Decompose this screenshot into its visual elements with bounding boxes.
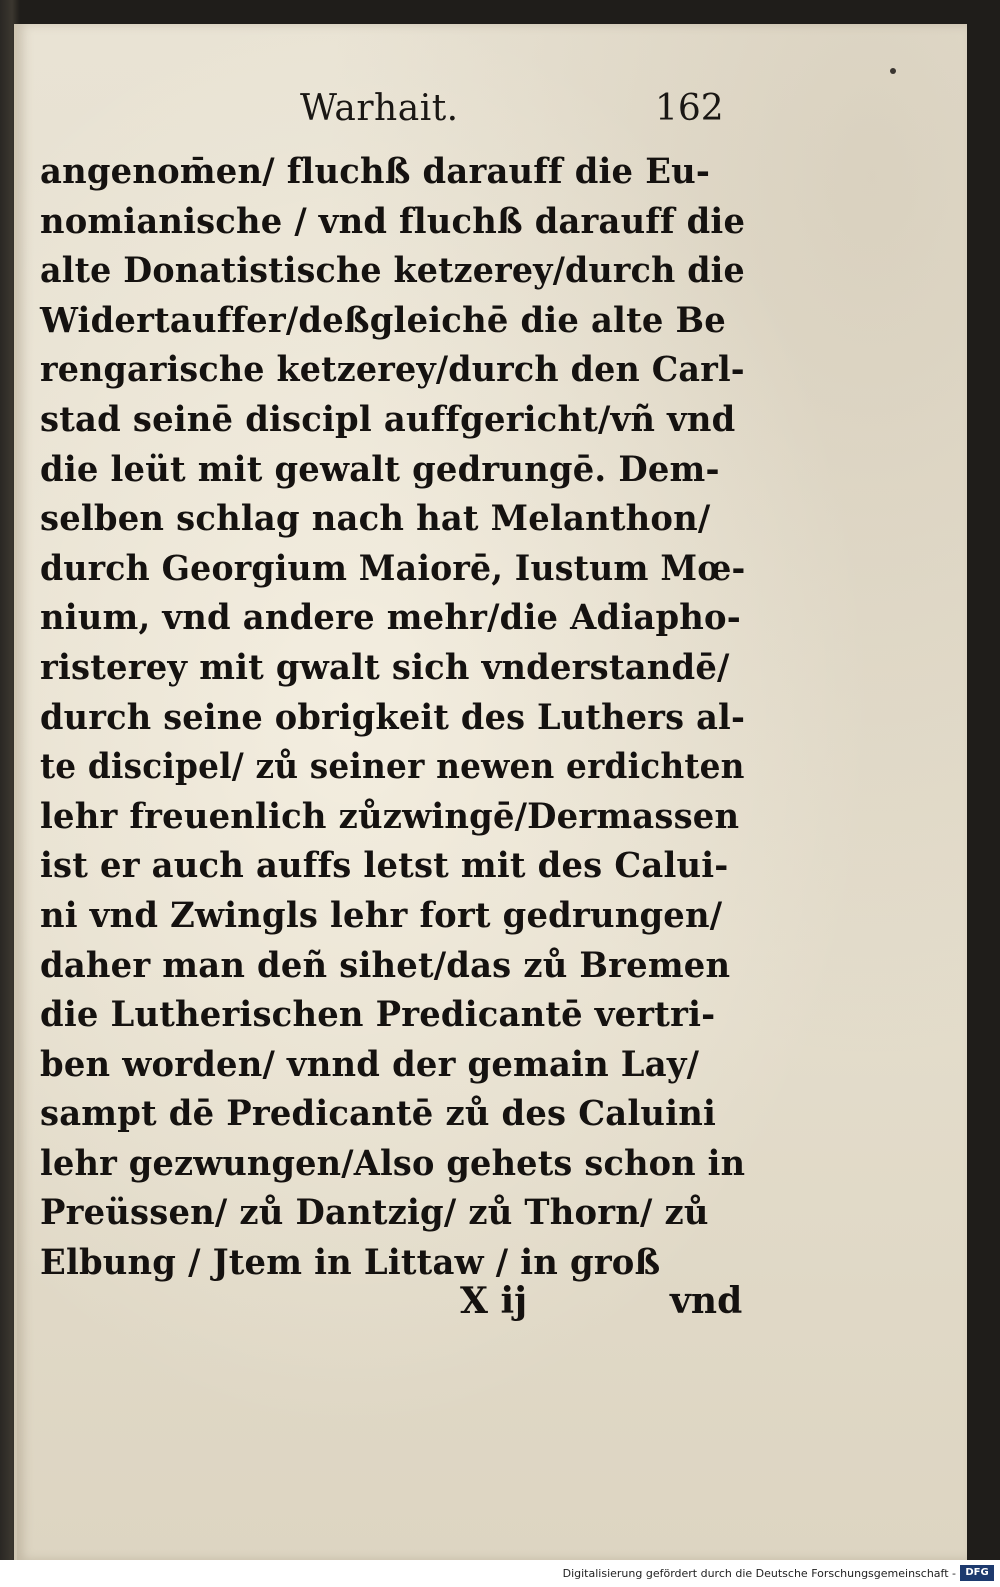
signature-mark: X ij: [460, 1280, 528, 1322]
dfg-logo: DFG: [960, 1565, 994, 1581]
text-line: Preüssen/ zů Dantzig/ zů Thorn/ zů: [40, 1193, 709, 1234]
text-line: stad seinē discipl auffgericht/vñ vnd: [40, 399, 736, 440]
text-line: ben worden/ vnnd der gemain Lay/: [40, 1044, 700, 1085]
text-line: te discipel/ zů seiner newen erdichten: [40, 747, 745, 788]
text-line: Widertauffer/deßgleichē die alte Be: [40, 300, 726, 341]
text-line: risterey mit gwalt sich vnderstandē/: [40, 647, 730, 688]
catchword: vnd: [670, 1280, 743, 1322]
text-line: durch Georgium Maiorē, Iustum Mœ-: [40, 548, 746, 589]
text-line: daher man deñ sihet/das zů Bremen: [40, 945, 731, 986]
text-line: nomianische / vnd fluchß darauff die: [40, 201, 746, 242]
running-title: Warhait.: [300, 88, 459, 129]
text-line: rengarische ketzerey/durch den Carl-: [40, 350, 745, 391]
text-line: lehr freuenlich zůzwingē/Dermassen: [40, 796, 740, 837]
text-line: nium, vnd andere mehr/die Adiapho-: [40, 598, 741, 639]
text-line: angenom̄en/ fluchß darauff die Eu-: [40, 152, 711, 192]
text-line: alte Donatistische ketzerey/durch die: [40, 251, 745, 292]
digitization-footer: [0, 1560, 1000, 1587]
text-line: durch seine obrigkeit des Luthers al-: [40, 697, 746, 738]
page-number: 162: [655, 88, 724, 129]
text-line: ni vnd Zwingls lehr fort gedrungen/: [40, 895, 723, 936]
text-line: lehr gezwungen/Also gehets schon in: [40, 1143, 746, 1184]
funding-credit: Digitalisierung gefördert durch die Deutsche Forschungsgemeinschaft -: [562, 1567, 956, 1580]
text-line: Elbung / Jtem in Littaw / in groß: [40, 1243, 661, 1284]
text-line: die leüt mit gewalt gedrungē. Dem-: [40, 449, 720, 490]
text-line: sampt dē Predicantē zů des Caluini: [40, 1094, 716, 1135]
text-line: selben schlag nach hat Melanthon/: [40, 499, 711, 540]
text-line: die Lutherischen Predicantē vertri-: [40, 995, 716, 1036]
catchword-row: [460, 1280, 760, 1332]
body-text: [40, 148, 760, 1289]
ink-speck: [890, 68, 896, 74]
text-line: ist er auch auffs letst mit des Calui-: [40, 846, 729, 887]
